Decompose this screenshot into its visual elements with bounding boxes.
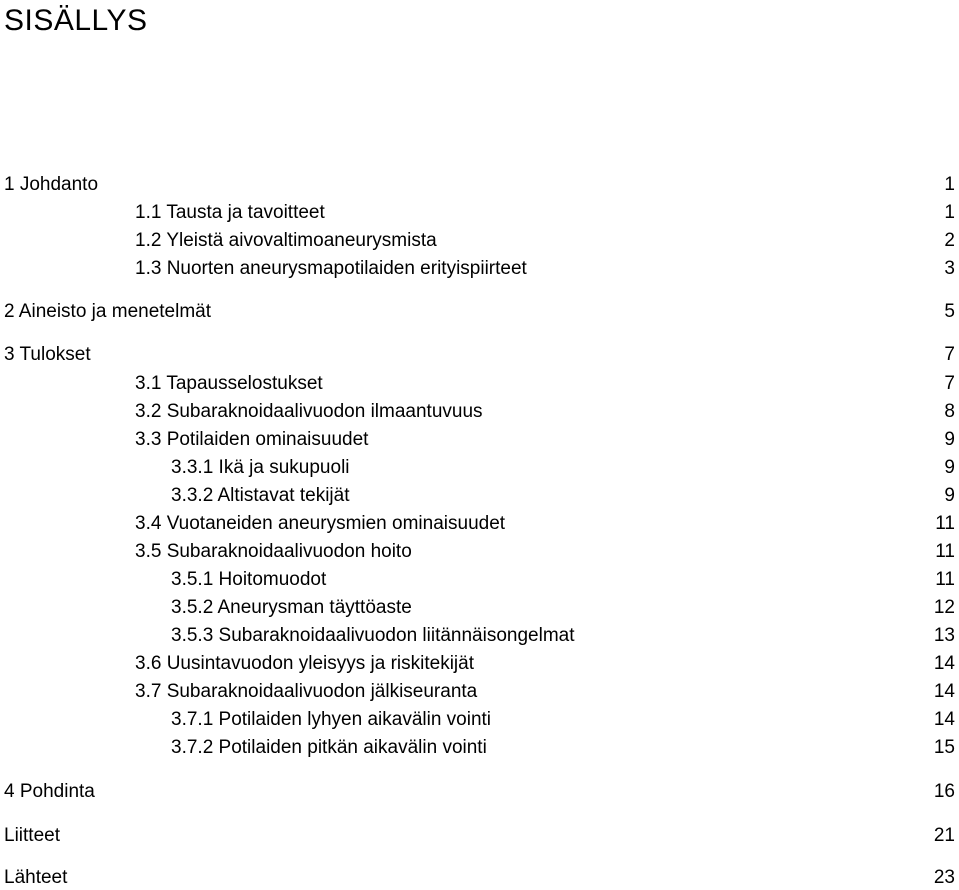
toc-entry [4,428,955,452]
toc-entry [4,400,955,424]
toc-entry-label: 3.3.2 Altistavat tekijät [171,485,350,506]
toc-entry-page: 16 [933,781,955,802]
toc-entry-page: 11 [935,513,955,534]
toc-entry [4,484,955,508]
toc-entry-page: 7 [944,373,955,394]
toc-entry-label: 1.3 Nuorten aneurysmapotilaiden erityispiirteet [135,258,527,279]
toc-entry-page: 14 [933,653,955,674]
toc-entry-page: 21 [933,825,955,846]
toc-entry [4,680,955,704]
page-title: SISÄLLYS [4,4,148,37]
toc-entry-label: Liitteet [4,825,60,846]
toc-entry [4,173,955,197]
toc-entry-label: Lähteet [4,867,68,888]
toc-entry-page: 2 [944,230,955,251]
toc-entry [4,300,955,324]
toc-entry-label: 3.1 Tapausselostukset [135,373,323,394]
toc-entry [4,540,955,564]
toc-entry-page: 23 [933,867,955,888]
toc-entry [4,824,955,848]
toc-entry-page: 1 [944,202,955,223]
toc-entry-label: 3.7.2 Potilaiden pitkän aikavälin vointi [171,737,487,758]
toc-entry-label: 3.3 Potilaiden ominaisuudet [135,429,369,450]
toc-entry [4,343,955,367]
toc-entry-page: 9 [944,429,955,450]
toc-entry [4,652,955,676]
toc-entry [4,596,955,620]
toc-entry-label: 1.2 Yleistä aivovaltimoaneurysmista [135,230,437,251]
toc-entry [4,201,955,225]
toc-entry [4,708,955,732]
toc-entry-page: 1 [944,174,955,195]
toc-entry-label: 3.3.1 Ikä ja sukupuoli [171,457,350,478]
toc-entry-label: 3.5.1 Hoitomuodot [171,569,327,590]
toc-entry-label: 1.1 Tausta ja tavoitteet [135,202,325,223]
toc-entry-page: 12 [933,597,955,618]
toc-entry [4,512,955,536]
toc-entry-label: 3.7 Subaraknoidaalivuodon jälkiseuranta [135,681,478,702]
toc-entry-page: 8 [944,401,955,422]
toc-entry-label: 3.6 Uusintavuodon yleisyys ja riskitekijät [135,653,474,674]
toc-entry-page: 3 [944,258,955,279]
toc-entry-page: 5 [944,301,955,322]
toc-entry [4,624,955,648]
toc-entry-page: 13 [933,625,955,646]
toc-entry-label: 3.5 Subaraknoidaalivuodon hoito [135,541,412,562]
toc-entry [4,257,955,281]
toc-entry [4,866,955,890]
toc-entry-label: 3.4 Vuotaneiden aneurysmien ominaisuudet [135,513,506,534]
toc-entry-page: 14 [933,709,955,730]
toc-entry-label: 3.5.3 Subaraknoidaalivuodon liitännäisongelmat [171,625,575,646]
toc-entry-label: 3.5.2 Aneurysman täyttöaste [171,597,412,618]
toc-entry-label: 3.2 Subaraknoidaalivuodon ilmaantuvuus [135,401,483,422]
toc-entry [4,229,955,253]
toc-entry-label: 3.7.1 Potilaiden lyhyen aikavälin vointi [171,709,492,730]
toc-entry-page: 9 [944,457,955,478]
toc-entry-page: 7 [944,344,955,365]
toc-entry-page: 11 [935,541,955,562]
toc-entry-page: 14 [933,681,955,702]
toc-entry-page: 11 [935,569,955,590]
toc-entry [4,456,955,480]
toc-entry-label: 3 Tulokset [4,344,91,365]
toc-entry-label: 2 Aineisto ja menetelmät [4,301,212,322]
toc-entry-page: 15 [933,737,955,758]
toc-entry [4,780,955,804]
toc-entry-label: 1 Johdanto [4,174,99,195]
toc-entry-page: 9 [944,485,955,506]
toc-entry [4,568,955,592]
toc-entry-label: 4 Pohdinta [4,781,95,802]
toc-entry [4,736,955,760]
toc-entry [4,372,955,396]
